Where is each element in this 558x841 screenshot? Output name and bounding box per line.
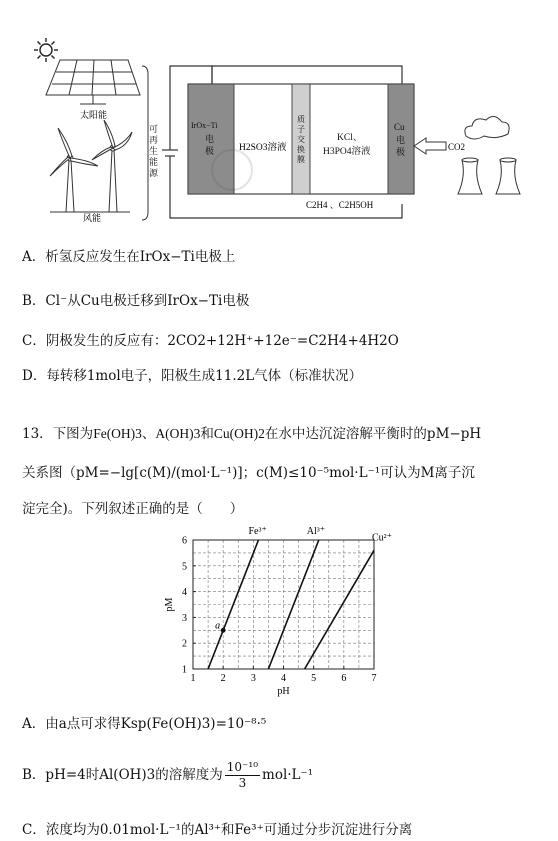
co2-label: CO2 — [448, 142, 466, 152]
wind-turbine-icon — [50, 120, 132, 212]
q13-stem-line3: 淀完全)。下列叙述正确的是（ ） — [22, 501, 244, 517]
solar-panel-icon — [46, 60, 140, 104]
q13-option-a[interactable]: A．由a点可求得Ksp(Fe(OH)3)=10⁻⁸·⁵ — [22, 716, 267, 732]
electrolysis-diagram — [0, 0, 558, 230]
svg-text:交: 交 — [297, 135, 305, 144]
svg-text:极: 极 — [396, 147, 406, 157]
solubility-fraction: $\frac{\text{10⁻¹⁰}}{3}$ — [226, 760, 259, 790]
svg-text:子: 子 — [297, 125, 305, 134]
svg-text:质: 质 — [297, 115, 305, 124]
svg-text:Cu: Cu — [394, 122, 405, 132]
co2-arrow-icon — [414, 138, 446, 154]
q12-option-a[interactable]: A．析氢反应发生在IrOx−Ti电极上 — [22, 249, 236, 265]
series-label: Al³⁺ — [306, 526, 326, 537]
x-tick-label: 7 — [371, 673, 377, 684]
y-tick-label: 5 — [182, 561, 187, 573]
svg-text:极: 极 — [205, 146, 215, 156]
y-tick-label: 1 — [182, 664, 187, 676]
y-tick-label: 2 — [182, 638, 187, 650]
svg-text:换: 换 — [297, 145, 305, 154]
svg-text:KCl、: KCl、 — [337, 133, 363, 143]
q13-option-c[interactable]: C．浓度均为0.01mol·L⁻¹的Al³⁺和Fe³⁺可通过分步沉淀进行分离 — [22, 822, 413, 838]
product-label: C2H4 、C2H5OH — [306, 200, 374, 210]
x-tick-label: 1 — [190, 673, 196, 684]
q12-option-d[interactable]: D．每转移1mol电子，阳极生成11.2L气体（标准状况） — [22, 368, 363, 384]
svg-text:IrOx−Ti: IrOx−Ti — [191, 121, 218, 130]
sun-icon — [34, 38, 58, 62]
q12-option-c[interactable]: C．阴极发生的反应有：2CO2+12H⁺+12e⁻=C2H4+4H2O — [22, 333, 399, 349]
y-tick-label: 3 — [182, 612, 187, 624]
renewable-energy-label — [149, 124, 159, 178]
pm-ph-chart — [160, 524, 396, 704]
q12-option-b[interactable]: B．Cl⁻从Cu电极迁移到IrOx−Ti电极 — [22, 293, 250, 309]
membrane-label — [297, 114, 305, 164]
x-axis-label: pH — [277, 686, 290, 697]
wind-label: 风能 — [83, 213, 102, 223]
svg-text:可: 可 — [149, 124, 159, 134]
series-label: Fe³⁺ — [248, 526, 267, 537]
svg-text:电: 电 — [205, 134, 215, 144]
y-tick-label: 4 — [182, 587, 187, 599]
svg-text:源: 源 — [149, 168, 159, 178]
factory-icon — [458, 116, 520, 194]
y-axis-label: pM — [164, 597, 175, 612]
source-bracket — [142, 66, 148, 220]
svg-text:H3PO4溶液: H3PO4溶液 — [323, 147, 371, 157]
x-tick-label: 3 — [250, 673, 256, 684]
y-tick-label: 6 — [182, 535, 187, 547]
x-tick-label: 5 — [311, 673, 317, 684]
point-a-label: a — [215, 620, 221, 632]
cu-label — [394, 122, 405, 157]
h2so3-label: H2SO3溶液 — [239, 143, 287, 153]
x-tick-label: 4 — [281, 673, 286, 684]
x-tick-label: 2 — [220, 673, 226, 684]
svg-text:再: 再 — [149, 135, 159, 145]
series-line-cu2 — [305, 550, 374, 669]
q13-option-b[interactable]: B．pH=4时Al(OH)3的溶解度为 $\frac{\text{10⁻¹⁰}}{3}$ mol·L⁻¹ — [22, 760, 314, 790]
svg-text:膜: 膜 — [297, 155, 305, 164]
svg-text:生: 生 — [149, 146, 159, 156]
series-label: Cu²⁺ — [372, 532, 392, 544]
point-a-marker — [221, 628, 226, 633]
svg-text:能: 能 — [149, 157, 159, 167]
svg-text:电: 电 — [396, 135, 406, 145]
q13-stem-line2: 关系图（pM=−lg[c(M)/(mol·L⁻¹)]；c(M)≤10⁻⁵mol·L⁻¹可认为M离子沉 — [22, 465, 475, 481]
x-tick-label: 6 — [341, 673, 347, 684]
q13-stem-line1: 13．下图为Fe(OH)3、A(OH)3和Cu(OH)2在水中达沉淀溶解平衡时的pM−pH — [22, 426, 482, 442]
solar-label: 太阳能 — [80, 110, 108, 120]
